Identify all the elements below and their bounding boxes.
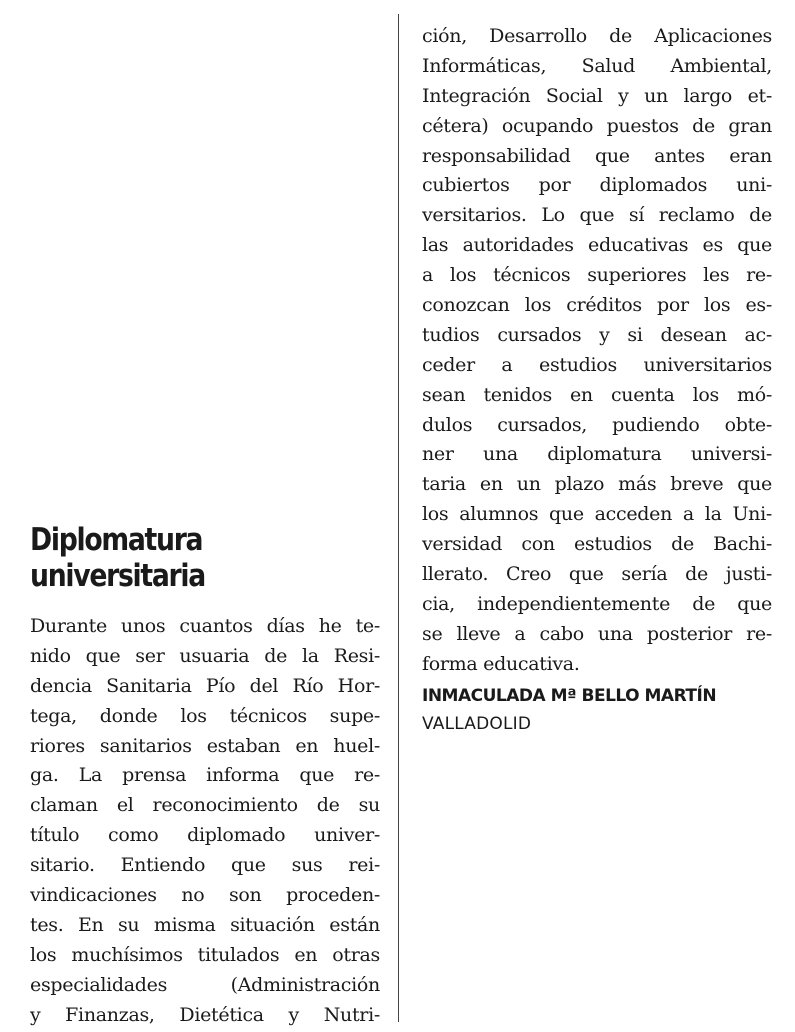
text-line: taria en un plazo más breve que (422, 473, 772, 496)
text-line: Durante unos cuantos días he te- (30, 615, 380, 637)
text-line: Informáticas, Salud Ambiental, (422, 54, 772, 77)
text-line: Integración Social y un largo et- (422, 84, 772, 107)
headline-line-1: Diplomatura (30, 522, 203, 558)
text-line: ner una diplomatura universi- (422, 443, 772, 466)
text-line: se lleve a cabo una posterior re- (422, 622, 772, 645)
text-line: conozcan los créditos por los es- (422, 294, 772, 317)
text-line: sean tenidos en cuenta los mó- (422, 383, 772, 406)
article-headline (30, 522, 331, 594)
column-divider (398, 14, 399, 1022)
headline-line-2: universitaria (30, 558, 205, 594)
text-line: dencia Sanitaria Pío del Río Hor- (30, 674, 380, 697)
text-line: título como diplomado univer- (30, 824, 380, 847)
text-line: vindicaciones no son proceden- (30, 884, 380, 907)
author-city: VALLADOLID (422, 713, 532, 734)
text-line: forma educativa. (422, 652, 580, 675)
text-line: tega, donde los técnicos supe- (30, 704, 380, 727)
text-line: tes. En su misma situación están (30, 913, 380, 936)
right-column (422, 22, 772, 738)
text-line: a los técnicos superiores les re- (422, 264, 772, 287)
text-line: cubiertos por diplomados uni- (422, 174, 772, 197)
text-line: versitarios. Lo que sí reclamo de (422, 204, 772, 227)
text-line: ción, Desarrollo de Aplicaciones (422, 25, 772, 47)
text-line: y Finanzas, Dietética y Nutri- (30, 1003, 380, 1026)
text-line: especialidades (Administración (30, 973, 380, 996)
right-body-text (422, 22, 772, 680)
text-line: sitario. Entiendo que sus rei- (30, 854, 380, 877)
text-line: versidad con estudios de Bachi- (422, 533, 772, 556)
text-line: ga. La prensa informa que re- (30, 764, 380, 787)
text-line: riores sanitarios estaban en huel- (30, 734, 380, 757)
text-line: claman el reconocimiento de su (30, 794, 380, 817)
text-line: nido que ser usuaria de la Resi- (30, 644, 380, 667)
left-body-text (30, 612, 380, 1030)
text-line: las autoridades educativas es que (422, 234, 772, 257)
text-line: ceder a estudios universitarios (422, 353, 772, 376)
left-column (30, 522, 380, 1030)
text-line: los alumnos que acceden a la Uni- (422, 503, 772, 526)
author-signature: INMACULADA Mª BELLO MARTÍN (422, 685, 717, 706)
text-line: tudios cursados y si desean ac- (422, 323, 772, 346)
text-line: dulos cursados, pudiendo obte- (422, 413, 772, 436)
text-line: los muchísimos titulados en otras (30, 943, 380, 966)
text-line: responsabilidad que antes eran (422, 144, 772, 167)
text-line: cétera) ocupando puestos de gran (422, 114, 772, 137)
text-line: llerato. Creo que sería de justi- (422, 563, 772, 586)
text-line: cia, independientemente de que (422, 592, 772, 615)
